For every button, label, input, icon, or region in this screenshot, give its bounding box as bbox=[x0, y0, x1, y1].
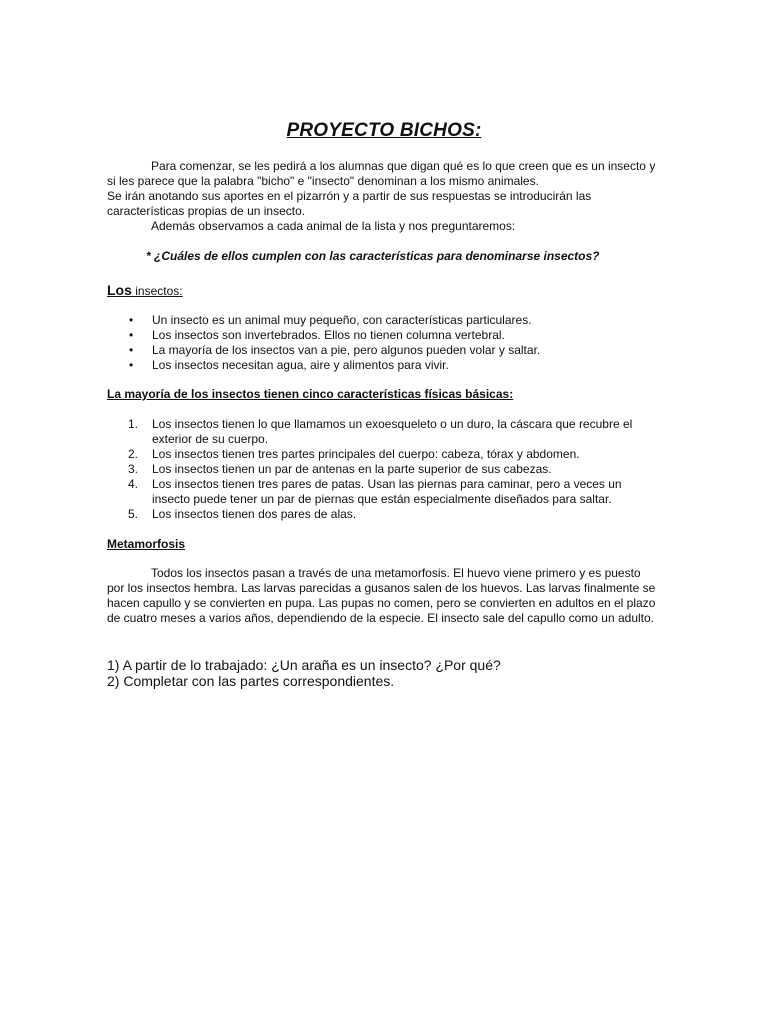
question-1: 1) A partir de lo trabajado: ¿Un araña es un insecto? ¿Por qué? bbox=[107, 657, 501, 673]
list-number: 4. bbox=[128, 477, 139, 491]
list-item-text: Los insectos tienen lo que llamamos un exoesqueleto o un duro, la cáscara que recubre el exterior de su cuerpo. bbox=[152, 417, 633, 446]
list-item-text: Un insecto es un animal muy pequeño, con características particulares. bbox=[152, 313, 532, 327]
bullet-icon: • bbox=[129, 343, 134, 357]
list-item bbox=[107, 477, 657, 507]
list-number: 1. bbox=[128, 417, 139, 431]
metamorfosis-heading: Metamorfosis bbox=[107, 537, 186, 551]
list-item bbox=[107, 447, 657, 462]
intro-paragraph bbox=[107, 159, 657, 234]
bullet-icon: • bbox=[129, 313, 134, 327]
list-item-text: Los insectos necesitan agua, aire y alimentos para vivir. bbox=[152, 358, 449, 372]
key-question: * ¿Cuáles de ellos cumplen con las características para denominarse insectos? bbox=[146, 249, 600, 263]
page-title: PROYECTO BICHOS: bbox=[286, 120, 482, 141]
insectos-heading-small: insectos: bbox=[135, 284, 183, 298]
list-number: 3. bbox=[128, 462, 139, 476]
list-item-text: La mayoría de los insectos van a pie, pero algunos pueden volar y saltar. bbox=[152, 343, 541, 357]
insect-facts-list bbox=[107, 313, 657, 373]
list-item bbox=[107, 507, 657, 522]
list-item bbox=[107, 358, 657, 373]
list-item-text: Los insectos son invertebrados. Ellos no tienen columna vertebral. bbox=[152, 328, 505, 342]
characteristics-heading: La mayoría de los insectos tienen cinco características físicas básicas: bbox=[107, 387, 514, 401]
characteristics-list bbox=[107, 417, 657, 522]
list-number: 5. bbox=[128, 507, 139, 521]
metamorfosis-paragraph: Todos los insectos pasan a través de una metamorfosis. El huevo viene primero y es puesto por los insectos hembra. Las larvas parecidas a gusanos salen de los huevos. Las larvas finalmente se hacen capullo y se convierten en pupa. Las pupas no comen, pero se convierten en adultos en el plazo de cuatro meses a varios años, dependiendo de la especie. El insecto sale del capullo como un adulto. bbox=[107, 566, 656, 625]
list-item bbox=[107, 462, 657, 477]
list-item bbox=[107, 328, 657, 343]
insectos-heading-big: Los bbox=[107, 282, 132, 298]
list-item-text: Los insectos tienen tres pares de patas. Usan las piernas para caminar, pero a veces un insecto puede tener un par de piernas que están especialmente diseñados para saltar. bbox=[152, 477, 622, 506]
question-2: 2) Completar con las partes correspondientes. bbox=[107, 673, 395, 689]
list-number: 2. bbox=[128, 447, 139, 461]
list-item bbox=[107, 343, 657, 358]
intro-line-1: Para comenzar, se les pedirá a los alumnas que digan qué es lo que creen que es un insecto y si les parece que la palabra "bicho" e "insecto" denominan a los mismo animales. bbox=[107, 159, 656, 188]
list-item-text: Los insectos tienen dos pares de alas. bbox=[152, 507, 357, 521]
list-item-text: Los insectos tienen tres partes principales del cuerpo: cabeza, tórax y abdomen. bbox=[152, 447, 580, 461]
list-item bbox=[107, 313, 657, 328]
list-item-text: Los insectos tienen un par de antenas en la parte superior de sus cabezas. bbox=[152, 462, 552, 476]
bullet-icon: • bbox=[129, 358, 134, 372]
intro-line-2: Se irán anotando sus aportes en el pizarrón y a partir de sus respuestas se introducirán las características propias de un insecto. bbox=[107, 189, 592, 218]
intro-line-3: Además observamos a cada animal de la lista y nos preguntaremos: bbox=[151, 219, 516, 233]
insectos-heading bbox=[107, 282, 183, 298]
bullet-icon: • bbox=[129, 328, 134, 342]
list-item bbox=[107, 417, 657, 447]
questions-block bbox=[107, 657, 667, 689]
